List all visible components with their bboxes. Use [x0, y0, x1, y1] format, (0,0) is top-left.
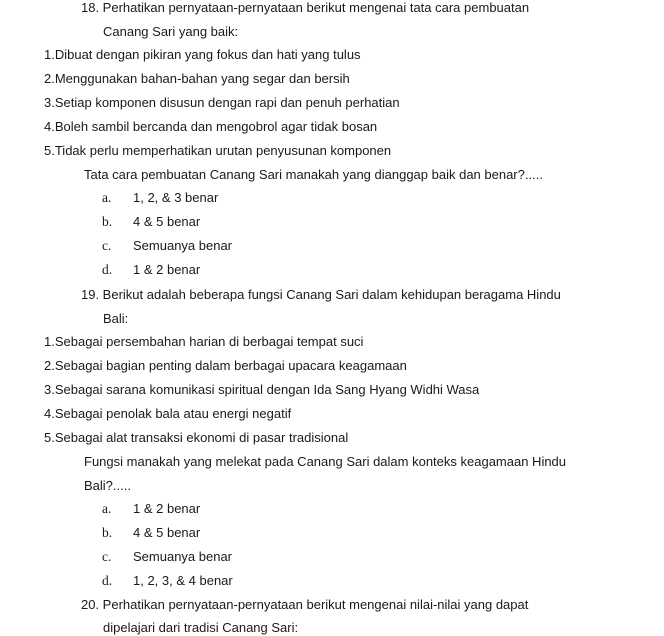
q19-statement-4: 4.Sebagai penolak bala atau energi negatif	[44, 406, 292, 421]
q18-statement-4: 4.Boleh sambil bercanda dan mengobrol agar tidak bosan	[44, 119, 378, 134]
q19-question: Fungsi manakah yang melekat pada Canang Sari dalam konteks keagamaan Hindu	[84, 454, 567, 469]
q19-heading: 19. Berikut adalah beberapa fungsi Canang Sari dalam kehidupan beragama Hindu	[81, 287, 561, 302]
q19-option-a-letter: a.	[102, 501, 112, 516]
q18-question: Tata cara pembuatan Canang Sari manakah yang dianggap baik dan benar?.....	[84, 167, 543, 182]
q19-option-d-letter: d.	[102, 573, 113, 588]
q19-option-b-letter: b.	[102, 525, 113, 540]
q19-option-b-text: 4 & 5 benar	[133, 525, 201, 540]
q19-heading-cont: Bali:	[103, 311, 129, 326]
q18-heading: 18. Perhatikan pernyataan-pernyataan berikut mengenai tata cara pembuatan	[81, 0, 530, 15]
q18-statement-3: 3.Setiap komponen disusun dengan rapi dan penuh perhatian	[44, 95, 400, 110]
q18-statement-5: 5.Tidak perlu memperhatikan urutan penyusunan komponen	[44, 143, 392, 158]
q19-statement-1: 1.Sebagai persembahan harian di berbagai tempat suci	[44, 334, 364, 349]
q18-option-c-text: Semuanya benar	[133, 238, 233, 253]
q18-heading-cont: Canang Sari yang baik:	[103, 24, 239, 39]
q20-heading: 20. Perhatikan pernyataan-pernyataan berikut mengenai nilai-nilai yang dapat	[81, 597, 529, 612]
q18-option-a-text: 1, 2, & 3 benar	[133, 190, 219, 205]
q19-option-c-text: Semuanya benar	[133, 549, 233, 564]
q18-option-a-letter: a.	[102, 190, 112, 205]
q18-statement-2: 2.Menggunakan bahan-bahan yang segar dan bersih	[44, 71, 350, 86]
q19-option-c-letter: c.	[102, 549, 112, 564]
q19-statement-3: 3.Sebagai sarana komunikasi spiritual dengan Ida Sang Hyang Widhi Wasa	[44, 382, 480, 397]
q19-statement-5: 5.Sebagai alat transaksi ekonomi di pasar tradisional	[44, 430, 349, 445]
q18-option-b-text: 4 & 5 benar	[133, 214, 201, 229]
q19-question-cont: Bali?.....	[84, 478, 131, 493]
q19-option-a-text: 1 & 2 benar	[133, 501, 201, 516]
q18-statement-1: 1.Dibuat dengan pikiran yang fokus dan hati yang tulus	[44, 47, 361, 62]
q19-option-d-text: 1, 2, 3, & 4 benar	[133, 573, 233, 588]
q18-option-d-letter: d.	[102, 262, 113, 277]
q18-option-d-text: 1 & 2 benar	[133, 262, 201, 277]
q20-heading-cont: dipelajari dari tradisi Canang Sari:	[103, 620, 299, 635]
q19-statement-2: 2.Sebagai bagian penting dalam berbagai upacara keagamaan	[44, 358, 407, 373]
q18-option-c-letter: c.	[102, 238, 112, 253]
q18-option-b-letter: b.	[102, 214, 113, 229]
